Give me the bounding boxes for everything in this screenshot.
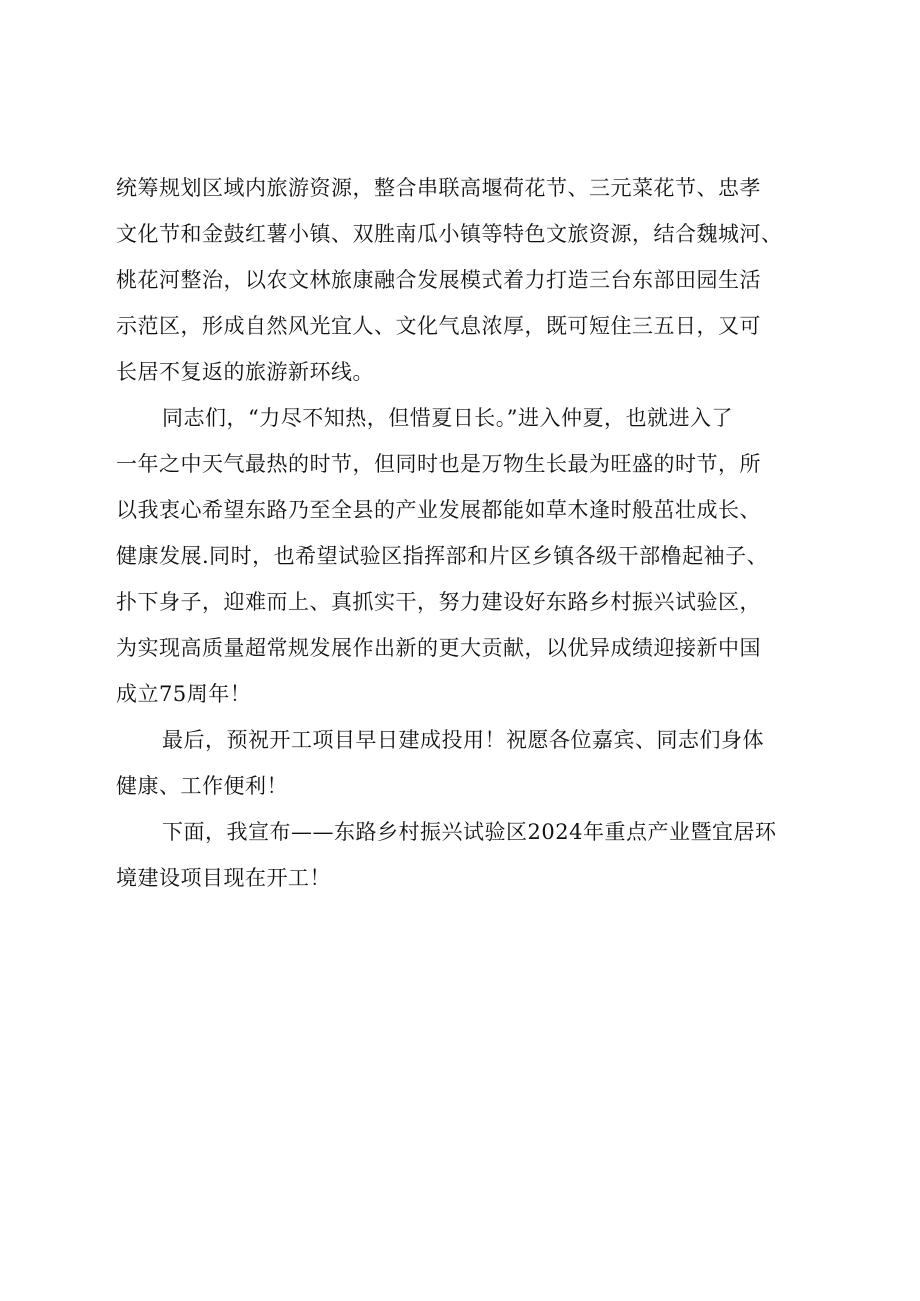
text-line: 桃花河整治，以农文林旅康融合发展模式着力打造三台东部田园生活 <box>116 268 761 292</box>
text-line: 为实现高质量超常规发展作出新的更大贡献，以优异成绩迎接新中国 <box>116 636 761 660</box>
text-line: 成立75周年！ <box>116 682 252 706</box>
document-body <box>116 165 836 901</box>
paragraph-start-line: 最后，预祝开工项目早日建成投用！祝愿各位嘉宾、同志们身体 <box>162 728 764 752</box>
text-line: 文化节和金鼓红薯小镇、双胜南瓜小镇等特色文旅资源，结合魏城河、 <box>116 222 783 246</box>
paragraph-start-line: 下面，我宣布——东路乡村振兴试验区2024年重点产业暨宜居环 <box>162 820 777 844</box>
text-line: 示范区，形成自然风光宜人、文化气息浓厚，既可短住三五日，又可 <box>116 314 761 338</box>
text-line: 健康发展.同时，也希望试验区指挥部和片区乡镇各级干部橹起袖子、 <box>116 544 769 568</box>
text-line: 扑下身子，迎难而上、真抓实干，努力建设好东路乡村振兴试验区， <box>116 590 761 614</box>
text-line: 一年之中天气最热的时节，但同时也是万物生长最为旺盛的时节，所 <box>116 452 761 476</box>
text-line: 统筹规划区域内旅游资源，整合串联高堰荷花节、三元菜花节、忠孝 <box>116 176 761 200</box>
paragraph-start-line: 同志们，“力尽不知热，但惜夏日长。”进入仲夏，也就进入了 <box>162 406 733 430</box>
text-line: 长居不复返的旅游新环线。 <box>116 360 374 384</box>
text-line: 健康、工作便利！ <box>116 774 288 798</box>
text-line: 以我衷心希望东路乃至全县的产业发展都能如草木逢时般茁壮成长、 <box>116 498 761 522</box>
text-line: 境建设项目现在开工！ <box>116 866 331 890</box>
